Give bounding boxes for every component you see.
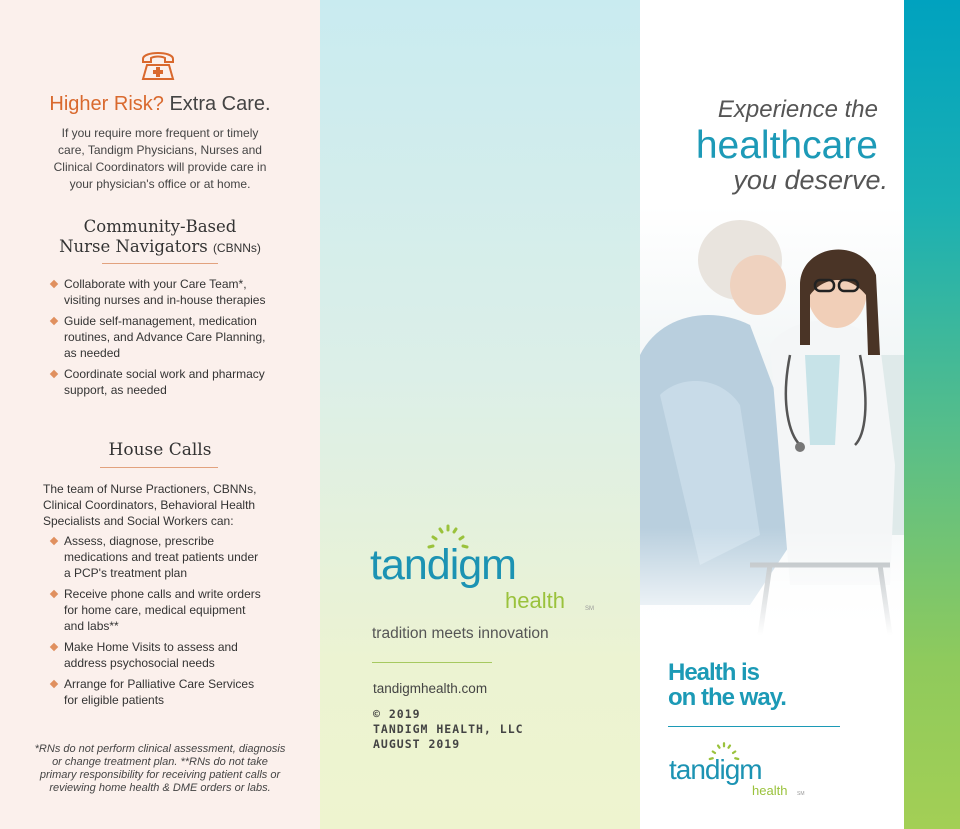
section-divider	[102, 263, 218, 264]
higher-risk-heading	[0, 93, 320, 116]
telephone-with-cross-icon	[139, 45, 177, 83]
intro-line: your physician's office or at home.	[69, 177, 251, 191]
list-item-line: routines, and Advance Care Planning,	[64, 330, 266, 344]
diamond-bullet-icon	[50, 370, 58, 378]
list-item-line: as needed	[64, 346, 121, 360]
list-item	[50, 276, 290, 308]
slogan-line2: on the way.	[668, 684, 786, 711]
middle-panel	[320, 0, 640, 829]
nurse-and-elderly-patient-photo	[640, 205, 904, 635]
list-item-line: for eligible patients	[64, 693, 165, 707]
list-item	[50, 366, 290, 398]
cbnn-list	[50, 276, 290, 403]
team-line: Clinical Coordinators, Behavioral Health	[43, 498, 256, 512]
intro-line: If you require more frequent or timely	[61, 126, 259, 140]
diamond-bullet-icon	[50, 280, 58, 288]
health-is-on-the-way	[668, 660, 786, 710]
website-url: tandigmhealth.com	[373, 681, 488, 696]
slogan-line1: Health is	[668, 659, 760, 686]
cbnn-abbrev: (CBNNs)	[212, 241, 261, 255]
list-item-line: a PCP's treatment plan	[64, 566, 188, 580]
brand-wordmark-small: tandigm	[669, 754, 762, 785]
copyright-line: AUGUST 2019	[373, 737, 461, 751]
list-item-line: Coordinate social work and pharmacy	[64, 367, 265, 381]
extra-care-text: Extra Care.	[163, 93, 271, 115]
list-item-line: Receive phone calls and write orders	[64, 587, 261, 601]
list-item-line: and labs**	[64, 619, 119, 633]
brand-wordmark: tandigm	[370, 541, 516, 589]
headline-line2: healthcare	[695, 124, 878, 167]
section-divider	[100, 467, 218, 468]
copyright-line: TANDIGM HEALTH, LLC	[373, 722, 524, 736]
cbnn-heading-line2: Nurse Navigators	[59, 237, 213, 256]
house-calls-list	[50, 533, 290, 713]
list-item-line: Arrange for Palliative Care Services	[64, 677, 255, 691]
cbnn-heading	[0, 217, 320, 258]
intro-line: Clinical Coordinators will provide care in	[53, 160, 267, 174]
list-item-line: address psychosocial needs	[64, 656, 215, 670]
intro-line: care, Tandigm Physicians, Nurses and	[58, 143, 262, 157]
brand-sub-wordmark: health	[505, 588, 565, 613]
list-item	[50, 676, 290, 708]
footnote	[22, 743, 298, 795]
green-divider	[372, 662, 492, 663]
list-item-line: Guide self-management, medication	[64, 314, 257, 328]
headline-line1: Experience the	[717, 96, 878, 123]
footnote-line: reviewing home health & DME orders or labs.	[49, 782, 271, 794]
list-item-line: Make Home Visits to assess and	[64, 640, 238, 654]
list-item-line: support, as needed	[64, 383, 167, 397]
intro-paragraph	[40, 125, 280, 193]
list-item-line: Collaborate with your Care Team*,	[64, 277, 247, 291]
blue-divider	[668, 726, 840, 727]
footnote-line: primary responsibility for receiving patient calls or	[39, 769, 281, 781]
cbnn-heading-line1: Community-Based	[83, 217, 237, 236]
list-item-line: for home care, medical equipment	[64, 603, 246, 617]
team-paragraph	[43, 481, 283, 529]
footnote-line: *RNs do not perform clinical assessment, diagnosis	[34, 743, 286, 755]
copyright-line: © 2019	[373, 707, 421, 721]
service-mark: SM	[585, 606, 594, 612]
house-calls-heading: House Calls	[108, 440, 212, 460]
diamond-bullet-icon	[50, 317, 58, 325]
copyright-block	[373, 707, 524, 752]
team-line: The team of Nurse Practioners, CBNNs,	[43, 482, 257, 496]
list-item-line: medications and treat patients under	[64, 550, 259, 564]
diamond-bullet-icon	[50, 590, 58, 598]
diamond-bullet-icon	[50, 643, 58, 651]
headline-line3: you deserve.	[733, 165, 888, 195]
diamond-bullet-icon	[50, 680, 58, 688]
list-item	[50, 639, 290, 671]
brand-sub-wordmark-small: health	[752, 783, 788, 798]
list-item-line: visiting nurses and in-house therapies	[64, 293, 266, 307]
tagline: tradition meets innovation	[372, 625, 549, 642]
list-item	[50, 313, 290, 361]
list-item	[50, 533, 290, 581]
higher-risk-accent: Higher Risk?	[49, 93, 164, 115]
team-line: Specialists and Social Workers can:	[43, 514, 234, 528]
service-mark-small: SM	[797, 791, 805, 797]
footnote-line: or change treatment plan. **RNs do not take	[52, 756, 268, 768]
gradient-strip	[904, 0, 960, 829]
list-item	[50, 586, 290, 634]
diamond-bullet-icon	[50, 537, 58, 545]
list-item-line: Assess, diagnose, prescribe	[64, 534, 215, 548]
